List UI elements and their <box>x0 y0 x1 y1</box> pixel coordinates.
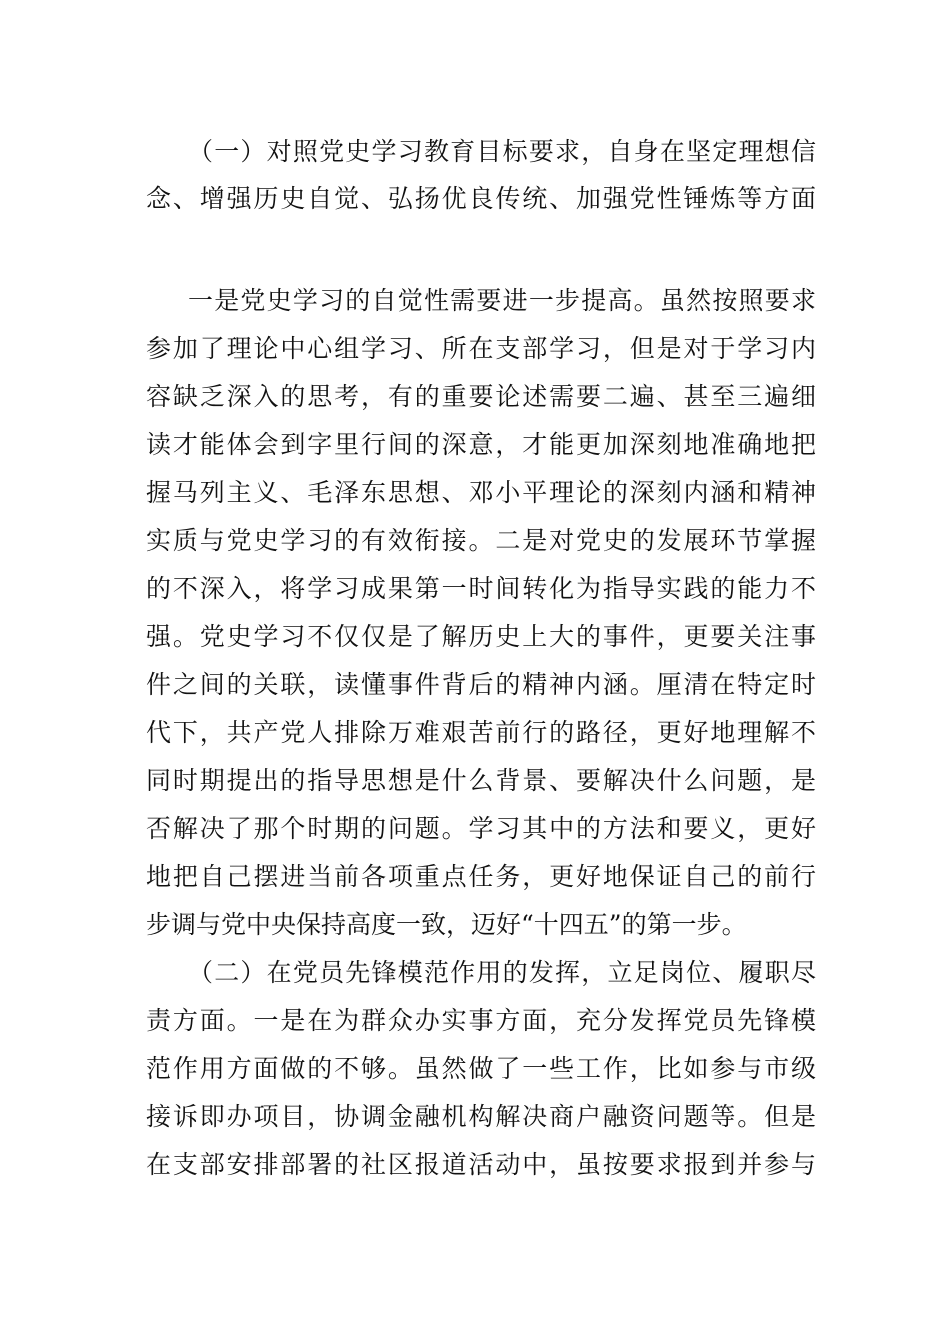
heading-1-line-2: 念、增强历史自觉、弘扬优良传统、加强党性锤炼等方面 <box>146 184 816 213</box>
paragraph-1-line-13: 地把自己摆进当前各项重点任务，更好地保证自己的前行 <box>146 862 816 891</box>
paragraph-1-line-8: 强。党史学习不仅仅是了解历史上大的事件，更要关注事 <box>146 622 816 651</box>
paragraph-2-line-4: 接诉即办项目，协调金融机构解决商户融资问题等。但是 <box>146 1102 816 1131</box>
paragraph-2-line-5: 在支部安排部署的社区报道活动中，虽按要求报到并参与 <box>146 1150 816 1179</box>
paragraph-1-line-14: 步调与党中央保持高度一致，迈好“十四五”的第一步。 <box>146 910 747 939</box>
heading-1-line-1: （一）对照党史学习教育目标要求，自身在坚定理想信 <box>188 137 816 166</box>
paragraph-1-line-5: 握马列主义、毛泽东思想、邓小平理论的深刻内涵和精神 <box>146 478 816 507</box>
paragraph-2-line-3: 范作用方面做的不够。虽然做了一些工作，比如参与市级 <box>146 1054 816 1083</box>
paragraph-1-line-12: 否解决了那个时期的问题。学习其中的方法和要义，更好 <box>146 814 816 843</box>
paragraph-1-line-11: 同时期提出的指导思想是什么背景、要解决什么问题，是 <box>146 766 816 795</box>
paragraph-1-line-7: 的不深入，将学习成果第一时间转化为指导实践的能力不 <box>146 574 816 603</box>
paragraph-1-line-4: 读才能体会到字里行间的深意，才能更加深刻地准确地把 <box>146 430 816 459</box>
paragraph-1-line-9: 件之间的关联，读懂事件背后的精神内涵。厘清在特定时 <box>146 670 816 699</box>
paragraph-2-line-2: 责方面。一是在为群众办实事方面，充分发挥党员先锋模 <box>146 1006 816 1035</box>
paragraph-1-line-2: 参加了理论中心组学习、所在支部学习，但是对于学习内 <box>146 334 816 363</box>
paragraph-1-line-3: 容缺乏深入的思考，有的重要论述需要二遍、甚至三遍细 <box>146 382 816 411</box>
paragraph-2-line-1: （二）在党员先锋模范作用的发挥，立足岗位、履职尽 <box>188 958 816 987</box>
paragraph-1-line-1: 一是党史学习的自觉性需要进一步提高。虽然按照要求 <box>188 286 816 315</box>
paragraph-1-line-10: 代下，共产党人排除万难艰苦前行的路径，更好地理解不 <box>146 718 816 747</box>
paragraph-1-line-6: 实质与党史学习的有效衔接。二是对党史的发展环节掌握 <box>146 526 816 555</box>
